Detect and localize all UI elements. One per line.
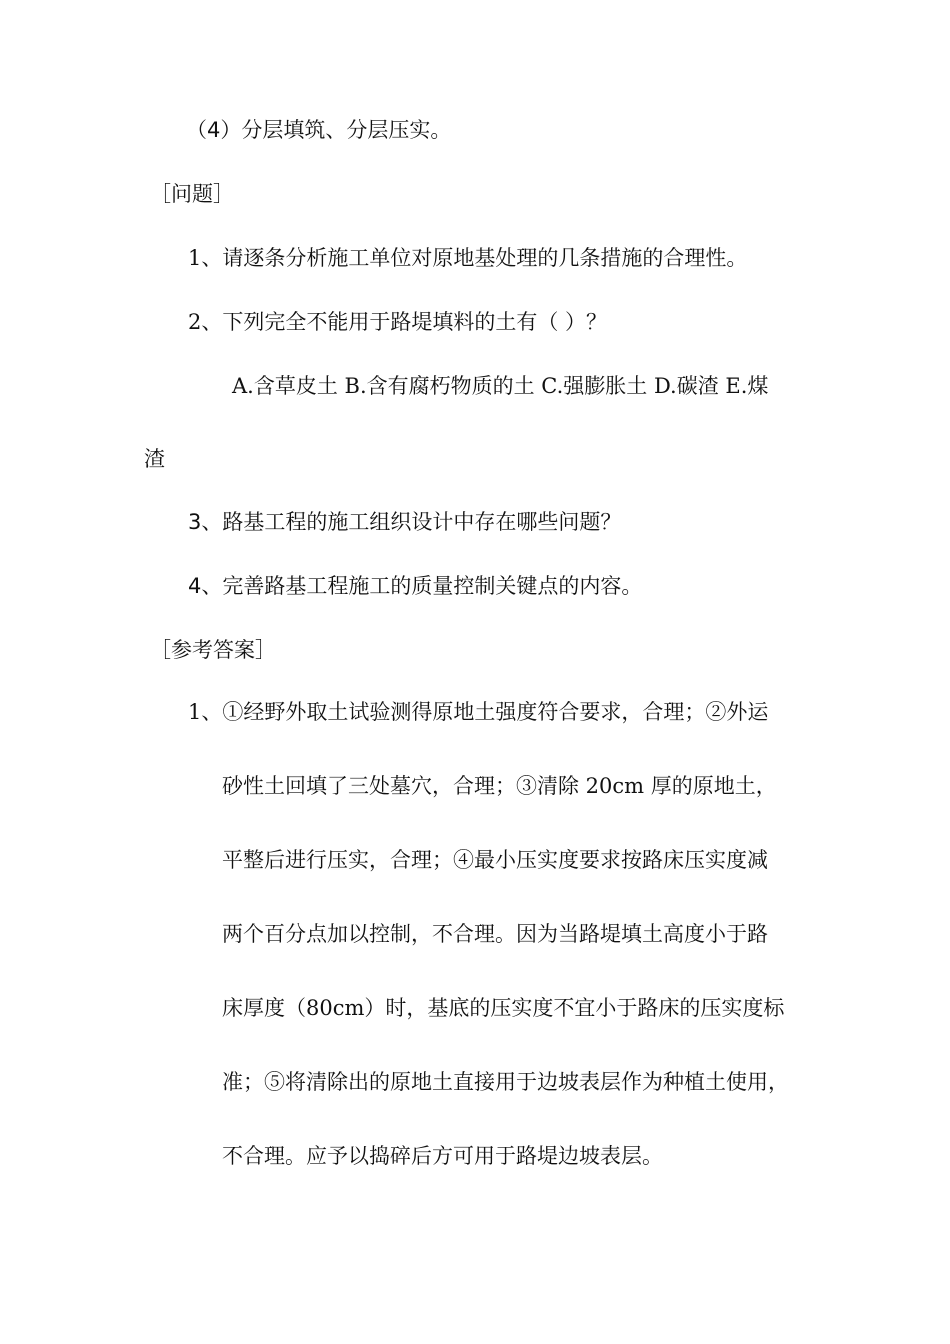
question-2-options: A.含草皮土 B.含有腐朽物质的土 C.强膨胀土 D.碳渣 E.煤 xyxy=(232,374,769,398)
question-heading: ［问题］ xyxy=(150,182,234,206)
answer-heading: ［参考答案］ xyxy=(150,638,276,662)
question-3: 3、路基工程的施工组织设计中存在哪些问题？ xyxy=(188,510,622,534)
answer-1-line: 床厚度（80cm）时，基底的压实度不宜小于路床的压实度标 xyxy=(222,996,785,1020)
answer-1-line: 平整后进行压实，合理；④最小压实度要求按路床压实度减 xyxy=(222,848,768,872)
question-2: 2、下列完全不能用于路堤填料的土有（ ）？ xyxy=(188,310,608,334)
question-2-options-continued: 渣 xyxy=(144,447,165,471)
answer-1-line: 准；⑤将清除出的原地土直接用于边坡表层作为种植土使用， xyxy=(222,1070,789,1094)
question-4: 4、完善路基工程施工的质量控制关键点的内容。 xyxy=(188,574,643,598)
question-1: 1、请逐条分析施工单位对原地基处理的几条措施的合理性。 xyxy=(188,246,748,270)
answer-1-line: 不合理。应予以捣碎后方可用于路堤边坡表层。 xyxy=(222,1144,663,1168)
answer-1-line: 两个百分点加以控制，不合理。因为当路堤填土高度小于路 xyxy=(222,922,768,946)
answer-1-line: 砂性土回填了三处墓穴，合理；③清除 20cm 厚的原地土， xyxy=(222,774,777,798)
step-4-text: （4）分层填筑、分层压实。 xyxy=(186,118,452,142)
answer-1-line: 1、①经野外取土试验测得原地土强度符合要求，合理；②外运 xyxy=(188,700,769,724)
